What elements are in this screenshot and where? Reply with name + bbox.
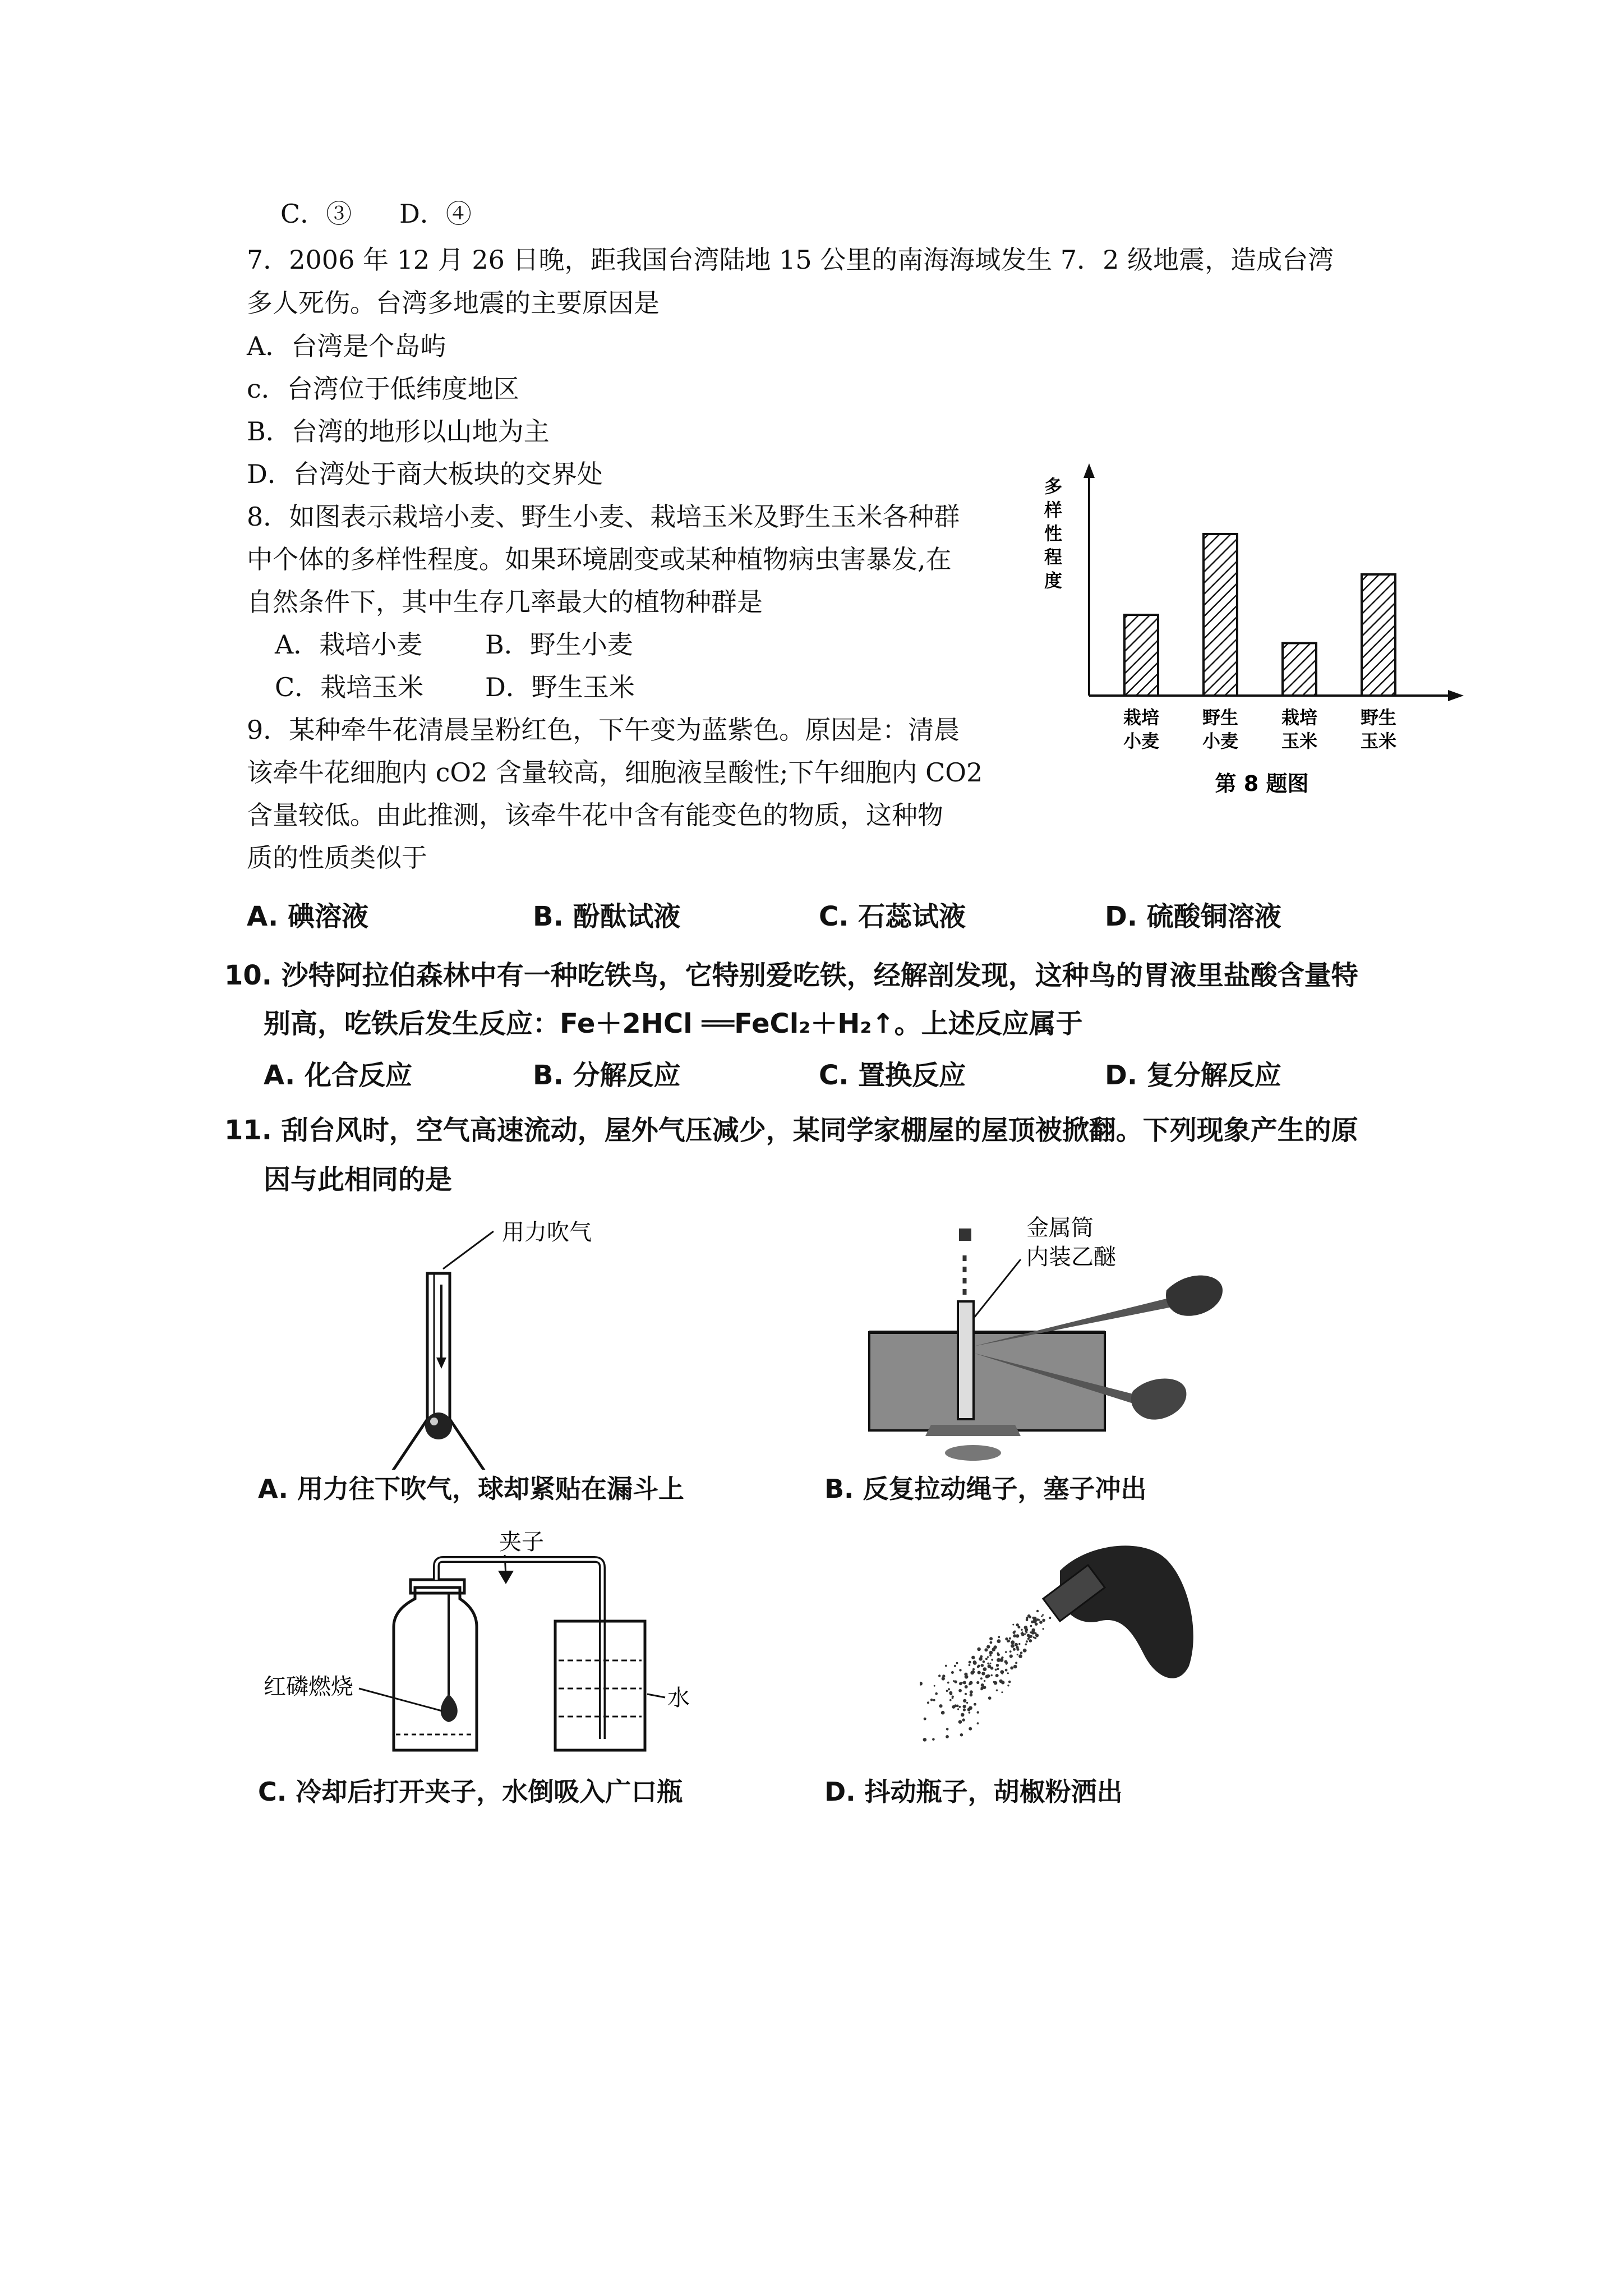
pepper-particle — [981, 1664, 984, 1667]
funnel-right-side — [450, 1419, 498, 1470]
pepper-particle — [964, 1709, 966, 1711]
x-tick-label: 小麦 — [1202, 730, 1239, 752]
q9-stem-line3: 含量较低。由此推测，该牵牛花中含有能变色的物质，这种物 — [247, 800, 943, 830]
pepper-particle — [1021, 1629, 1022, 1631]
pepper-particle — [1017, 1654, 1018, 1655]
pepper-particle — [1021, 1634, 1023, 1636]
pepper-particle — [990, 1667, 994, 1670]
pepper-particle — [963, 1705, 966, 1708]
q9-option-b: B. 酚酞试液 — [533, 901, 681, 932]
wide-mouth-bottle — [394, 1588, 477, 1750]
pepper-particle — [1020, 1651, 1023, 1654]
pepper-particle — [930, 1699, 933, 1701]
q7-stem-line2: 多人死伤。台湾多地震的主要原因是 — [247, 288, 660, 318]
ball-highlight — [430, 1418, 438, 1425]
pepper-particle — [1028, 1636, 1031, 1639]
pepper-particle — [969, 1711, 971, 1714]
figure-c-caption: C. 冷却后打开夹子，水倒吸入广口瓶 — [258, 1777, 683, 1807]
pepper-particle — [1007, 1685, 1009, 1686]
pepper-particle — [1039, 1621, 1043, 1624]
pepper-particle — [1007, 1640, 1010, 1642]
q9-option-a: A. 碘溶液 — [247, 901, 368, 932]
pepper-particle — [990, 1663, 992, 1664]
x-tick-label: 栽培 — [1123, 707, 1160, 728]
pepper-particle — [1033, 1636, 1035, 1638]
right-hand-icon — [1166, 1276, 1223, 1316]
pepper-particle — [958, 1689, 962, 1692]
pepper-particle — [965, 1685, 968, 1688]
pepper-particle — [938, 1674, 940, 1677]
q10-option-a: A. 化合反应 — [264, 1060, 412, 1091]
q6-option-d: D．④ — [399, 199, 472, 229]
q10-stem-line1: 10. 沙特阿拉伯森林中有一种吃铁鸟，它特别爱吃铁，经解剖发现，这种鸟的胃液里盐酸含量特 — [224, 960, 1358, 991]
blow-tube — [427, 1273, 450, 1419]
x-tick-label: 野生 — [1202, 707, 1239, 728]
pepper-particle — [1009, 1637, 1011, 1640]
x-axis-arrow — [1448, 690, 1464, 701]
pepper-particle — [970, 1671, 974, 1675]
q8-stem-line3: 自然条件下，其中生存几率最大的植物种群是 — [247, 587, 763, 617]
figure-d-caption: D. 抖动瓶子，胡椒粉洒出 — [824, 1777, 1123, 1807]
pepper-particle — [976, 1681, 979, 1684]
x-tick-label: 玉米 — [1360, 730, 1397, 752]
x-tick-label: 野生 — [1360, 707, 1397, 728]
pepper-particle — [957, 1708, 959, 1710]
figure-b-metal-cylinder — [852, 1206, 1256, 1470]
pepper-particle — [995, 1674, 999, 1677]
pepper-particle — [961, 1682, 963, 1684]
bar-4 — [1362, 574, 1395, 696]
stand-foot — [925, 1425, 1021, 1436]
q9-stem-line1: 9．某种牵牛花清晨呈粉红色，下午变为蓝紫色。原因是：清晨 — [247, 715, 960, 745]
pepper-particle — [1026, 1640, 1028, 1642]
pepper-particle — [963, 1681, 966, 1685]
q7-option-c: c．台湾位于低纬度地区 — [247, 374, 519, 404]
clip-icon — [498, 1571, 514, 1584]
pepper-particle — [978, 1671, 981, 1674]
pepper-particle — [1039, 1619, 1040, 1621]
pepper-particle — [969, 1706, 972, 1710]
pepper-particle — [1035, 1634, 1039, 1637]
pepper-particle — [1031, 1621, 1034, 1623]
y-axis-label — [1044, 476, 1062, 591]
y-axis-label-char: 性 — [1044, 523, 1063, 544]
q8-option-a: A．栽培小麦 — [275, 629, 423, 660]
pepper-particle — [1012, 1624, 1014, 1626]
pepper-particle — [954, 1704, 957, 1707]
q11-stem-line1: 11. 刮台风时，空气高速流动，屋外气压减少，某同学家棚屋的屋顶被掀翻。下列现象产生的原 — [224, 1115, 1358, 1146]
pepper-particle — [1042, 1619, 1045, 1622]
air-flow-arrow-head — [436, 1358, 446, 1369]
water-leader-line — [647, 1694, 665, 1697]
pepper-particle — [958, 1720, 962, 1724]
figure-b-caption: B. 反复拉动绳子，塞子冲出 — [824, 1474, 1147, 1504]
pepper-particle — [986, 1645, 990, 1648]
pepper-particle — [1029, 1616, 1031, 1618]
pepper-particle — [977, 1711, 979, 1713]
pepper-particle — [998, 1636, 1000, 1638]
pepper-particle — [954, 1665, 956, 1667]
hand-holding-bottle — [1060, 1545, 1193, 1678]
pepper-particle — [991, 1674, 993, 1676]
pepper-particle — [984, 1680, 985, 1682]
q10-option-d: D. 复分解反应 — [1105, 1060, 1281, 1091]
pepper-particle — [954, 1680, 957, 1683]
pepper-particle — [1026, 1631, 1028, 1634]
pepper-particle — [949, 1699, 952, 1701]
pepper-particle — [947, 1682, 949, 1684]
pepper-particle — [1018, 1643, 1020, 1645]
pepper-particle — [993, 1681, 995, 1683]
pepper-particle — [1013, 1665, 1017, 1669]
pepper-particle — [971, 1656, 975, 1659]
q8-bar-chart — [1026, 460, 1475, 830]
pepper-particle — [924, 1718, 926, 1720]
pepper-particle — [948, 1688, 950, 1690]
figure-a-label-blow: 用力吹气 — [502, 1220, 592, 1245]
pepper-particle — [923, 1738, 927, 1742]
pepper-particle — [956, 1662, 958, 1664]
pepper-particle — [1049, 1617, 1051, 1619]
pepper-particle — [988, 1696, 992, 1700]
pepper-particle — [1029, 1639, 1032, 1642]
label-leader-line — [443, 1231, 494, 1269]
figure-c-label-phosphorus: 红磷燃烧 — [264, 1674, 353, 1700]
q9-option-d: D. 硫酸铜溶液 — [1105, 901, 1281, 932]
pepper-particle — [989, 1654, 992, 1657]
pepper-particle — [946, 1728, 949, 1731]
pepper-particle — [941, 1711, 945, 1715]
pepper-particle — [987, 1656, 989, 1658]
pepper-particle — [1025, 1644, 1027, 1646]
pepper-particle — [999, 1680, 1003, 1683]
pepper-particle — [952, 1696, 954, 1698]
pepper-particle — [1007, 1672, 1009, 1674]
pepper-particle — [951, 1671, 954, 1674]
left-hand-icon — [1131, 1379, 1187, 1420]
pepper-particle — [981, 1672, 985, 1675]
pepper-particle — [969, 1661, 971, 1664]
pepper-particle — [997, 1639, 1001, 1643]
pepper-particle — [1043, 1628, 1044, 1630]
pepper-particle — [996, 1664, 999, 1667]
pepper-particle — [1011, 1640, 1015, 1644]
pepper-particle — [932, 1738, 935, 1741]
pepper-particle — [964, 1673, 967, 1676]
pepper-particle — [973, 1661, 977, 1665]
pepper-particle — [939, 1704, 942, 1708]
figure-a-funnel-ball — [365, 1206, 679, 1470]
pepper-particle — [958, 1706, 961, 1708]
pepper-particle — [985, 1658, 988, 1660]
pepper-particle — [927, 1701, 929, 1704]
label-leader-line — [974, 1259, 1021, 1318]
pepper-particle — [1001, 1691, 1003, 1693]
q9-stem-line4: 质的性质类似于 — [247, 843, 427, 873]
pepper-particle — [935, 1692, 938, 1695]
metal-cylinder — [958, 1301, 974, 1419]
pepper-particle — [945, 1665, 947, 1667]
pepper-particle — [974, 1703, 976, 1706]
bar-2 — [1204, 534, 1237, 696]
pepper-particle — [1010, 1667, 1013, 1670]
pepper-particle — [980, 1677, 983, 1680]
pepper-particle — [983, 1667, 987, 1671]
q7-stem-line1: 7．2006 年 12 月 26 日晚，距我国台湾陆地 15 公里的南海海域发生 7．2 级地震，造成台湾 — [247, 245, 1334, 275]
q8-option-b: B．野生小麦 — [485, 629, 633, 660]
pepper-particle — [997, 1658, 1000, 1662]
q10-option-c: C. 置换反应 — [819, 1060, 966, 1091]
pepper-particle — [977, 1665, 979, 1668]
y-axis-label-char: 多 — [1044, 476, 1063, 497]
pepper-particle — [1015, 1662, 1017, 1664]
pepper-powder — [920, 1610, 1051, 1745]
pepper-particle — [934, 1685, 935, 1687]
phosphorus-leader-line — [359, 1688, 442, 1711]
pepper-particle — [1016, 1646, 1018, 1649]
pepper-particle — [966, 1702, 968, 1704]
pepper-particle — [961, 1713, 965, 1717]
pepper-particle — [1030, 1625, 1032, 1627]
pepper-particle — [959, 1669, 961, 1671]
pepper-particle — [977, 1648, 981, 1651]
pepper-particle — [969, 1727, 972, 1731]
pepper-particle — [933, 1699, 935, 1701]
pepper-particle — [1024, 1626, 1028, 1630]
figure-c-label-clip: 夹子 — [499, 1529, 544, 1555]
pepper-particle — [983, 1660, 985, 1663]
q9-stem-line2: 该牵牛花细胞内 cO2 含量较高，细胞液呈酸性;下午细胞内 CO2 — [247, 757, 983, 788]
pepper-particle — [946, 1690, 948, 1692]
pepper-particle — [996, 1690, 998, 1692]
pepper-particle — [969, 1681, 972, 1685]
pepper-particle — [972, 1668, 975, 1671]
figure-a-caption: A. 用力往下吹气，球却紧贴在漏斗上 — [258, 1474, 684, 1504]
q9-option-c: C. 石蕊试液 — [819, 901, 966, 932]
pepper-particle — [977, 1722, 979, 1724]
pepper-particle — [1005, 1637, 1008, 1640]
pepper-particle — [970, 1694, 973, 1697]
phosphorus-flame — [441, 1694, 458, 1722]
q8-stem-line2: 中个体的多样性程度。如果环境剧变或某种植物病虫害暴发,在 — [247, 544, 952, 574]
pepper-particle — [1030, 1631, 1031, 1633]
y-axis-label-char: 样 — [1044, 499, 1063, 521]
pepper-particle — [995, 1669, 997, 1671]
pepper-particle — [969, 1664, 971, 1666]
figure-c-label-water: 水 — [667, 1685, 690, 1711]
pepper-particle — [1016, 1644, 1018, 1646]
pepper-particle — [1023, 1649, 1027, 1653]
x-tick-label: 小麦 — [1123, 730, 1160, 752]
pepper-particle — [1001, 1657, 1003, 1659]
pepper-particle — [997, 1668, 999, 1670]
pepper-particle — [1009, 1654, 1013, 1658]
pepper-particle — [970, 1690, 973, 1694]
pepper-particle — [1008, 1681, 1011, 1683]
y-axis-label-char: 度 — [1044, 570, 1063, 591]
pepper-particle — [981, 1683, 984, 1687]
q6-option-c: C．③ — [280, 199, 352, 229]
pepper-particle — [989, 1637, 993, 1640]
q8-stem-line1: 8．如图表示栽培小麦、野生小麦、栽培玉米及野生玉米各种群 — [247, 501, 960, 532]
bar-1 — [1124, 615, 1158, 696]
figure-c-phosphorus-bottle — [264, 1526, 757, 1761]
pepper-particle — [965, 1693, 967, 1695]
q7-option-d: D．台湾处于商大板块的交界处 — [247, 459, 603, 489]
pepper-particle — [1016, 1634, 1019, 1637]
pepper-particle — [1013, 1648, 1016, 1651]
pepper-particle — [990, 1641, 993, 1644]
q11-stem-line2: 因与此相同的是 — [264, 1164, 453, 1195]
x-tick-label: 玉米 — [1281, 730, 1318, 752]
pepper-particle — [987, 1663, 989, 1665]
pepper-particle — [984, 1648, 988, 1651]
pepper-particle — [920, 1682, 923, 1686]
pepper-particle — [963, 1699, 966, 1703]
pepper-particle — [1011, 1644, 1015, 1648]
pepper-particle — [1042, 1614, 1044, 1616]
bar-3 — [1283, 643, 1316, 696]
pepper-particle — [1026, 1619, 1029, 1622]
pepper-particle — [1005, 1669, 1008, 1672]
pepper-particle — [1000, 1670, 1004, 1674]
x-tick-label: 栽培 — [1281, 707, 1318, 728]
y-axis-arrow — [1083, 463, 1095, 478]
pepper-particle — [962, 1718, 965, 1721]
pepper-particle — [946, 1735, 949, 1738]
funnel-left-side — [379, 1419, 427, 1470]
q8-option-d: D．野生玉米 — [485, 672, 635, 702]
q7-option-a: A．台湾是个岛屿 — [247, 331, 446, 361]
pepper-particle — [1031, 1628, 1035, 1632]
q8-option-c: C．栽培玉米 — [275, 672, 424, 702]
q10-stem-line2: 别高，吃铁后发生反应：Fe＋2HCl ══FeCl₂＋H₂↑。上述反应属于 — [264, 1008, 1083, 1039]
pepper-particle — [1017, 1626, 1020, 1628]
pepper-particle — [1018, 1654, 1022, 1658]
pepper-particle — [1009, 1650, 1012, 1653]
pepper-particle — [986, 1674, 990, 1678]
pepper-particle — [991, 1659, 993, 1661]
pepper-particle — [980, 1655, 983, 1658]
flying-stopper — [959, 1228, 971, 1241]
q7-option-b: B．台湾的地形以山地为主 — [247, 416, 550, 447]
pepper-particle — [1036, 1610, 1039, 1612]
chart-caption: 第 8 题图 — [1215, 771, 1309, 796]
y-axis-label-char: 程 — [1044, 546, 1063, 568]
pepper-particle — [942, 1674, 945, 1677]
pepper-particle — [993, 1646, 995, 1649]
pepper-particle — [980, 1688, 983, 1690]
figure-b-label-ether: 内装乙醚 — [1026, 1244, 1116, 1270]
pepper-particle — [1004, 1660, 1008, 1663]
ping-pong-ball — [425, 1412, 452, 1439]
pepper-particle — [1041, 1616, 1043, 1617]
stand-base — [945, 1445, 1001, 1461]
figure-b-label-cylinder: 金属筒 — [1026, 1215, 1094, 1241]
pepper-particle — [1013, 1631, 1015, 1634]
pepper-particle — [949, 1691, 952, 1695]
pepper-particle — [997, 1652, 999, 1654]
pepper-particle — [960, 1733, 963, 1737]
pepper-particle — [1005, 1651, 1007, 1653]
pepper-particle — [1022, 1631, 1023, 1633]
pepper-particle — [989, 1651, 993, 1655]
figure-d-pepper-shaker — [920, 1531, 1267, 1745]
pepper-particle — [1033, 1617, 1037, 1621]
q10-option-b: B. 分解反应 — [533, 1060, 681, 1091]
